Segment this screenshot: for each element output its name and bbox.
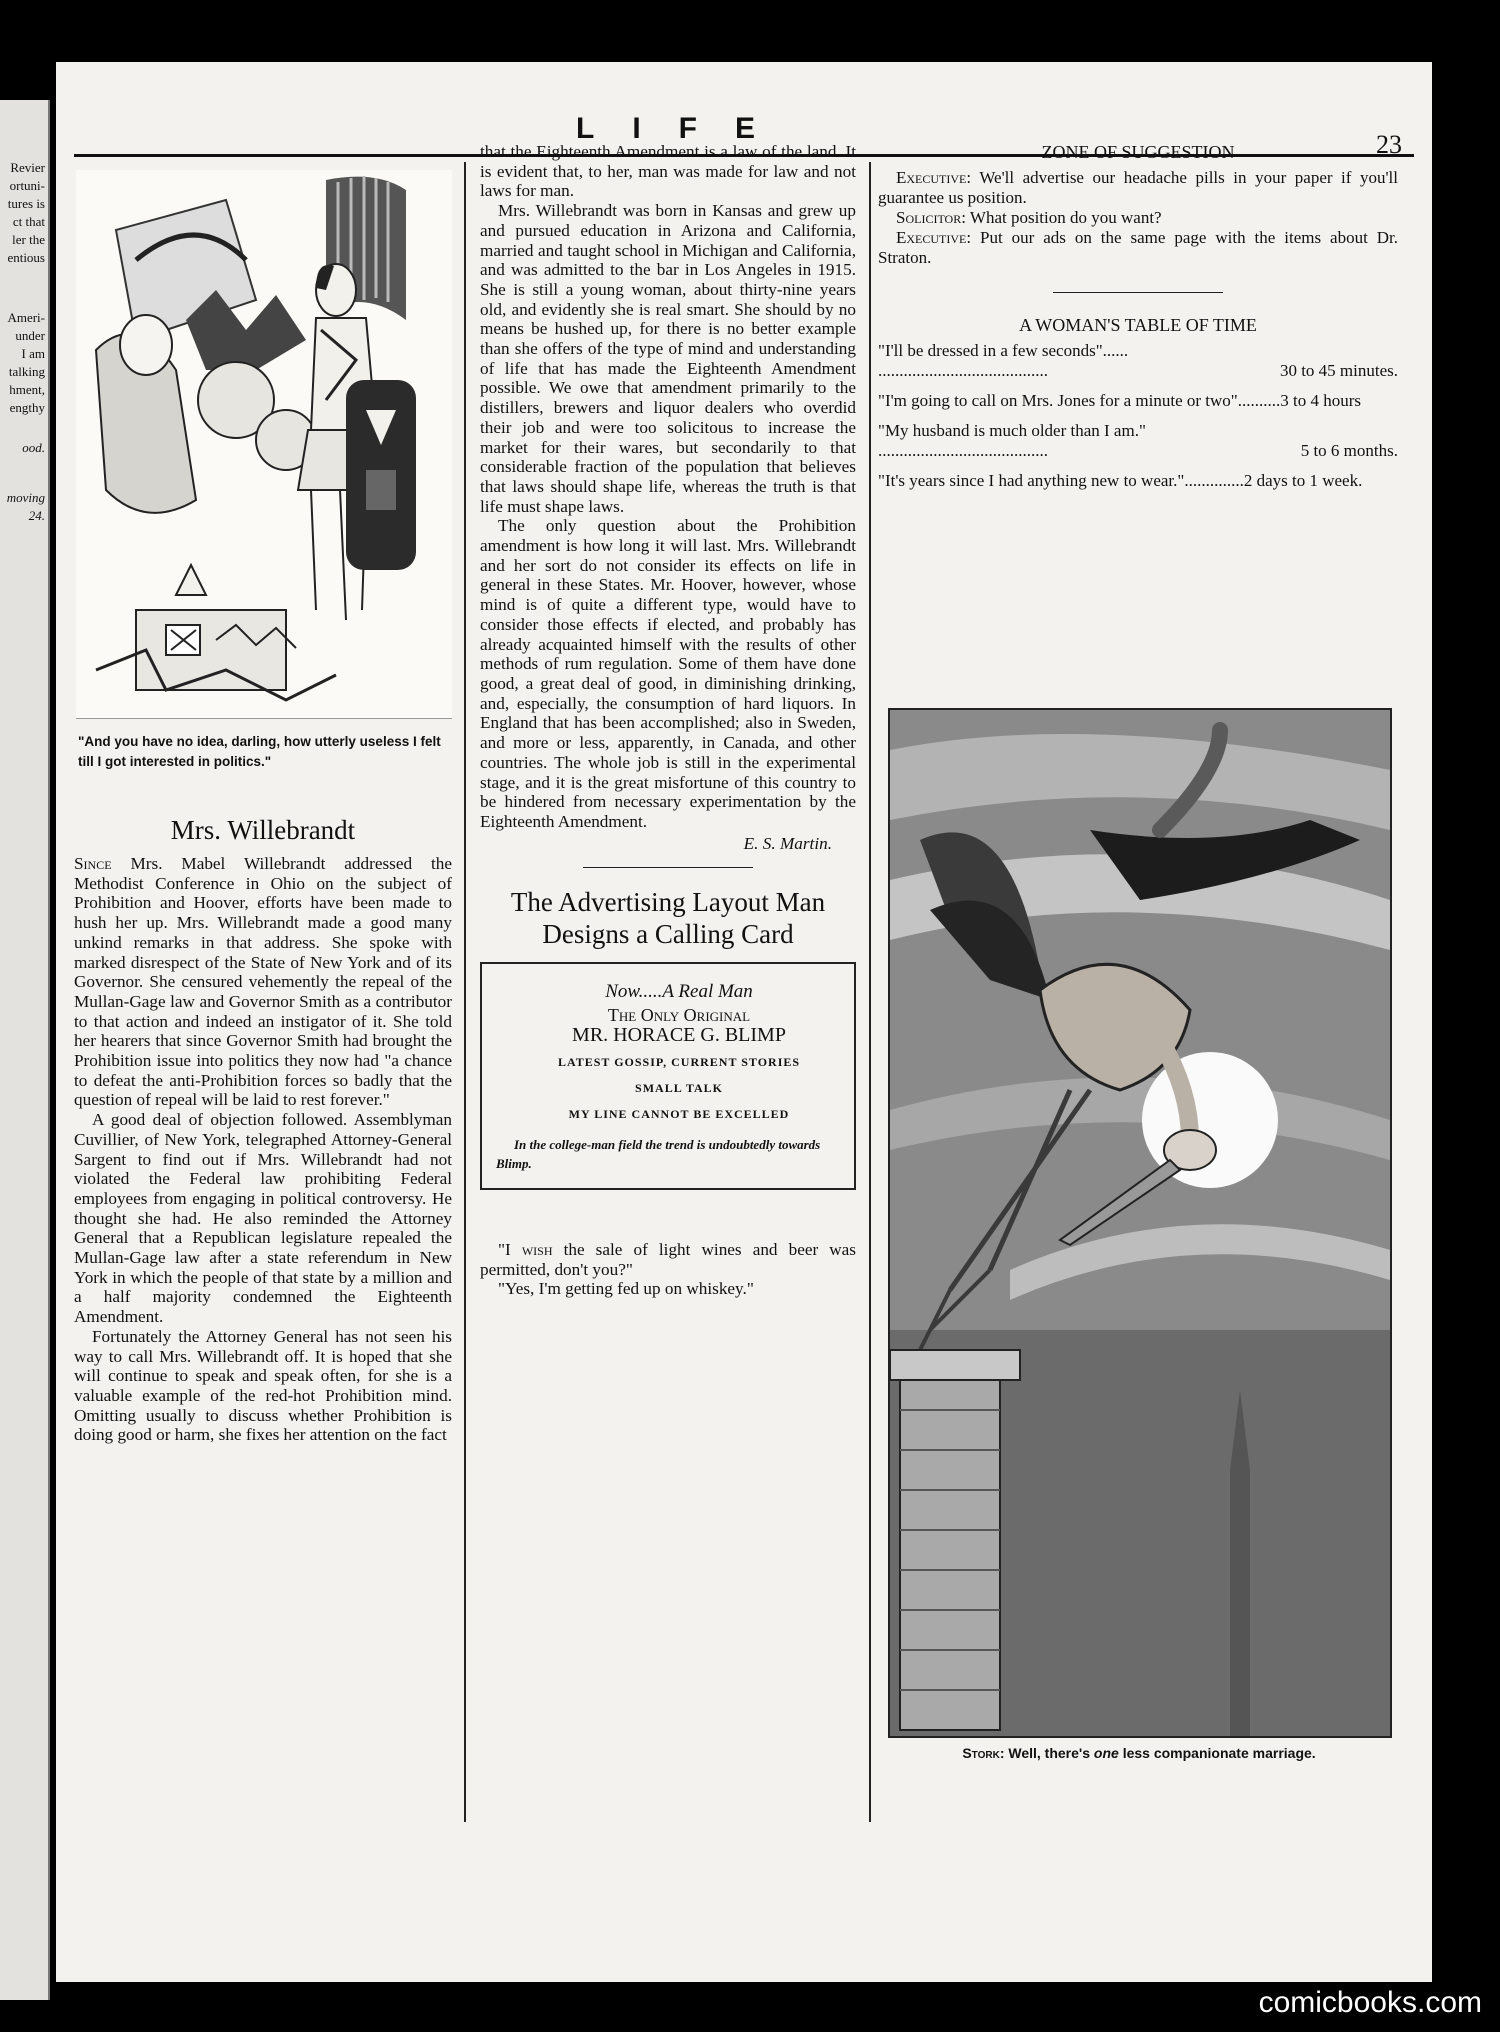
article-column-1 (74, 814, 452, 1445)
time-table-row: "I'm going to call on Mrs. Jones for a minute or two"..........3 to 4 hours (878, 391, 1361, 410)
time-table-title: A WOMAN'S TABLE OF TIME (1019, 315, 1257, 335)
adjacent-page-fragment: ler the (12, 232, 45, 247)
author-signature: E. S. Martin. (743, 833, 832, 853)
magazine-page (56, 62, 1432, 1982)
column-divider (869, 162, 871, 1822)
adjacent-page-fragment: ct that (12, 214, 45, 229)
calling-card-title: The Advertising Layout Man Designs a Calling Card (510, 887, 826, 950)
zone-title: ZONE OF SUGGESTION (1041, 142, 1235, 162)
calling-card-box (480, 962, 856, 1190)
card-line: The Only Original (607, 1005, 751, 1026)
cartoon-caption: "And you have no idea, darling, how utterly useless I felt till I got interested in politics." (78, 734, 441, 769)
column-divider (464, 162, 466, 1822)
adjacent-page-strip (0, 100, 50, 2000)
article-paragraph: A good deal of objection followed. Assemblyman Cuvillier, of New York, telegraphed Attorney-General Sargent to find out if Mrs. Willebrandt had not violated the Federal law prohibiting Federal employees from engaging in political controversy. He thought she had. He also reminded the Attorney General that a Republican legislature repealed the Mullan-Gage law after a state referendum in New York in which the people of that state by a million and a half majority condemned the Eighteenth Amendment. (74, 1110, 452, 1327)
article-title: Mrs. Willebrandt (170, 815, 356, 845)
time-table-row: "I'll be dressed in a few seconds"...... ........................................ 30 to 45 minutes. (878, 341, 1398, 380)
section-rule (1053, 292, 1223, 293)
adjacent-page-fragment: under (15, 328, 45, 343)
masthead: LIFE (576, 112, 793, 145)
time-table-row: "It's years since I had anything new to wear."..............2 days to 1 week. (878, 471, 1363, 490)
article-paragraph: that the Eighteenth Amendment is a law of the land. It is evident that, to her, man was made for law and not laws for man. (480, 142, 856, 201)
art-deco-cartoon-image (76, 170, 452, 718)
adjacent-page-fragment: talking (8, 364, 45, 379)
adjacent-page-fragment: 24. (28, 508, 45, 523)
article-paragraph: The only question about the Prohibition amendment is how long it will last. Mrs. Willebrandt and her sort do not consider its effects on life in general in these States. Mr. Hoover, however, whose mind is of quite a different type, would have to consider those effects if elected, and probably has already acquainted himself with the results of other methods of rum regulation. Some of them have done good, a great deal of good, in diminishing drinking, and, especially, the consumption of hard liquors. In England that has been accomplished; also in Sweden, and more or less, apparently, in Canada, and other countries. The whole job is still in the experimental stage, and it is the great misfortune of this country to be hindered from necessary experimentation by the Eighteenth Amendment. (480, 516, 856, 831)
adjacent-page-fragment: I am (21, 346, 45, 361)
article-paragraph: Mrs. Willebrandt was born in Kansas and grew up and pursued education in Arizona and California, married and taught school in Michigan and California, and was admitted to the bar in Los Angeles in 1915. She is still a young woman, about thirty-nine years old, and evidently she is real smart. She should by no means be hushed up, for there is no better example than she offers of the type of mind and understanding of life that has made the Eighteenth Amendment possible. We owe that amendment primarily to the distillers, brewers and liquor dealers who overdid their job and were too solicitous to increase the market for their wares, but secondarily to that considerable fraction of the population that believes that laws should shape life, whereas the truth is that life must shape laws. (480, 201, 856, 516)
adjacent-page-fragment: Revier (10, 160, 45, 175)
adjacent-page-fragment: ortuni- (9, 178, 45, 193)
article-column-2 (480, 142, 856, 1299)
article-paragraph: Fortunately the Attorney General has not seen his way to call Mrs. Willebrandt off. It is hoped that she will continue to speak and speak often, for she is a valuable example of the red-hot Prohibition mind. Omitting usually to discuss whether Prohibition is doing good or harm, she fixes her attention on the fact (74, 1326, 452, 1445)
adjacent-page-fragment: engthy (9, 400, 45, 415)
card-line: LATEST GOSSIP, CURRENT STORIES (557, 1055, 801, 1070)
stork-caption: Stork: Well, there's one less companionate marriage. (962, 1745, 1316, 1761)
zone-line: Solicitor: What position do you want? (896, 208, 1162, 227)
lead-in-word: Since (74, 854, 112, 873)
adjacent-page-fragment: tures is (7, 196, 45, 211)
card-line: Now.....A Real Man (605, 981, 753, 1003)
zone-line: Executive: Put our ads on the same page with the items about Dr. Straton. (878, 228, 1398, 267)
zone-line: Executive: We'll advertise our headache pills in your paper if you'll guarantee us position. (878, 168, 1398, 207)
adjacent-page-fragment: ood. (22, 440, 45, 455)
section-rule (583, 867, 753, 868)
article-column-3 (878, 142, 1398, 491)
article-paragraph: Since Mrs. Mabel Willebrandt addressed the Methodist Conference in Ohio on the subject of Prohibition and Hoover, efforts have been made to hush her up. Mrs. Willebrandt made a good many unkind remarks in that address. She spoke with marked disrespect of the State of New York and of its Governor. She censured vehemently the repeal of the Mullan-Gage law and Governor Smith as a contributor to that action and indeed an instigator of it. She told her hearers that since Governor Smith had brought the Prohibition issue into politics they now had "a chance to defeat the anti-Prohibition forces so badly that the question of repeal will be laid to rest forever." (74, 854, 452, 1110)
stork-illustration (888, 708, 1392, 1738)
site-watermark: comicbooks.com (1258, 1986, 1482, 2019)
card-name: MR. HORACE G. BLIMP (572, 1023, 786, 1046)
card-line: MY LINE CANNOT BE EXCELLED (568, 1106, 790, 1121)
page-number: 23 (1376, 130, 1402, 159)
joke-line: "I wish the sale of light wines and beer was permitted, don't you?" (480, 1239, 856, 1279)
card-line: SMALL TALK (635, 1081, 723, 1096)
adjacent-page-fragment: Ameri- (7, 310, 45, 325)
card-tagline: In the college-man field the trend is undoubtedly towards Blimp. (496, 1136, 821, 1172)
stork-cartoon-image (890, 710, 1390, 1736)
adjacent-page-fragment: hment, (9, 382, 45, 397)
cartoon-illustration (76, 170, 452, 719)
adjacent-page-fragment: entious (7, 250, 45, 265)
time-table-row: "My husband is much older than I am." ........................................ 5 to 6 months. (878, 421, 1398, 460)
joke-line: "Yes, I'm getting fed up on whiskey." (498, 1279, 754, 1299)
adjacent-page-fragment: moving (6, 490, 45, 505)
